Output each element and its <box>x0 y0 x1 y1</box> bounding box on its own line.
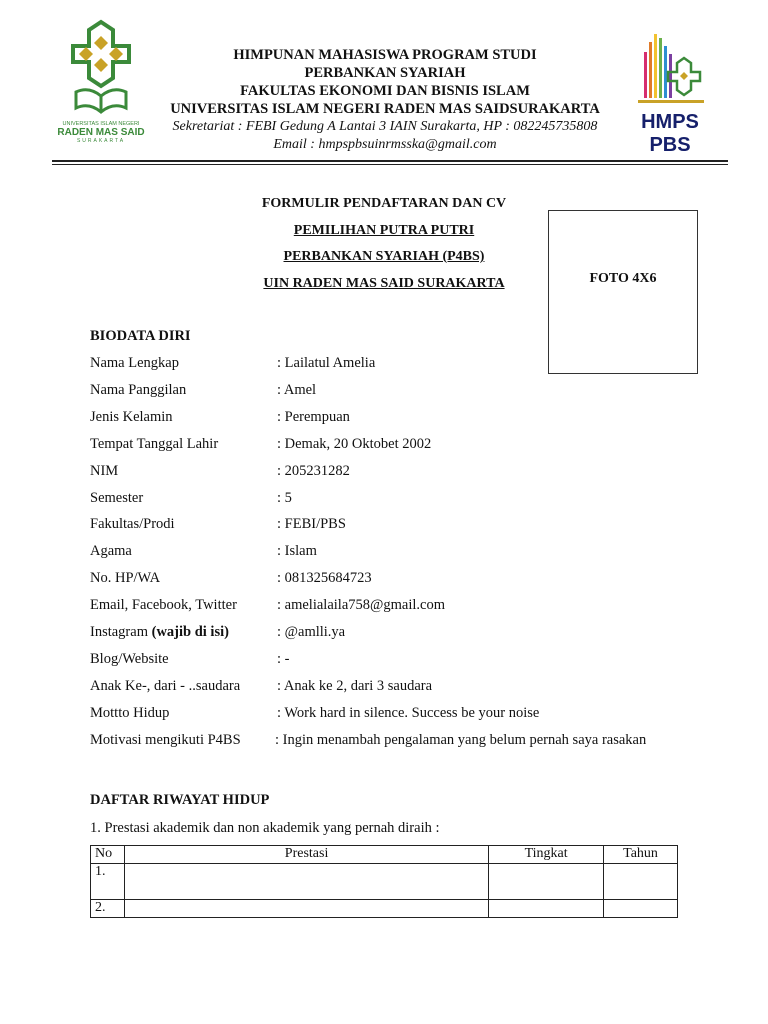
biodata-value[interactable]: : Work hard in silence. Success be your noise <box>277 704 540 721</box>
riwayat-item-1: 1. Prestasi akademik dan non akademik yang pernah diraih : <box>90 820 440 836</box>
prestasi-table <box>90 845 678 918</box>
biodata-label <box>90 570 160 587</box>
form-title <box>200 196 568 302</box>
biodata-value[interactable]: : @amlli.ya <box>277 624 346 640</box>
table-cell[interactable] <box>124 864 488 900</box>
biodata-value[interactable]: : Islam <box>277 543 317 560</box>
table-cell[interactable] <box>124 900 488 918</box>
biodata-label <box>90 355 179 372</box>
biodata-value[interactable]: : 205231282 <box>277 462 350 479</box>
table-cell: 2. <box>91 900 125 918</box>
biodata-label-text: No. HP/WA <box>90 570 161 587</box>
biodata-label <box>90 436 218 453</box>
header-line-4: UNIVERSITAS ISLAM NEGERI RADEN MAS SAIDSURAKARTA <box>170 101 600 117</box>
table-cell[interactable] <box>604 900 678 918</box>
biodata-label-text: Jenis Kelamin <box>90 408 173 425</box>
header-line-1: HIMPUNAN MAHASISWA PROGRAM STUDI <box>233 47 537 63</box>
biodata-label-emphasis: (wajib di isi) <box>151 624 229 640</box>
biodata-label <box>90 624 229 641</box>
biodata-value[interactable]: : Anak ke 2, dari 3 saudara <box>277 677 433 694</box>
biodata-value[interactable]: : Ingin menambah pengalaman yang belum pernah saya rasakan <box>275 731 647 748</box>
uin-logo-text1: UNIVERSITAS ISLAM NEGERI <box>62 121 140 127</box>
table-cell[interactable] <box>489 900 604 918</box>
title-line-2: PEMILIHAN PUTRA PUTRI <box>293 222 475 238</box>
biodata-label <box>90 543 132 560</box>
biodata-value[interactable]: : Demak, 20 Oktobet 2002 <box>277 435 432 452</box>
biodata-value[interactable]: : 081325684723 <box>277 570 372 587</box>
biodata-label-text: Instagram <box>90 624 152 640</box>
table-header-row <box>91 846 678 864</box>
biodata-label-text: Semester <box>90 489 144 506</box>
uin-emblem-icon <box>56 16 146 116</box>
photo-label: FOTO 4X6 <box>589 271 657 286</box>
biodata-label-text: Agama <box>90 543 132 560</box>
biodata-label <box>90 678 240 695</box>
header-email: Email : hmpspbsuinrmsska@gmail.com <box>273 137 497 152</box>
col-header-tingkat: Tingkat <box>489 846 604 864</box>
biodata-title: BIODATA DIRI <box>90 328 191 344</box>
biodata-label-text: Tempat Tanggal Lahir <box>90 435 219 452</box>
biodata-label-text: Motivasi mengikuti P4BS <box>90 731 241 748</box>
biodata-value[interactable]: : amelialaila758@gmail.com <box>277 597 445 614</box>
hmps-pbs-logo <box>622 28 718 156</box>
title-line-1: FORMULIR PENDAFTARAN DAN CV <box>261 196 507 211</box>
biodata-label <box>90 597 237 614</box>
biodata-section <box>90 328 690 758</box>
biodata-label-text: Mottto Hidup <box>90 704 170 721</box>
biodata-label-text: Anak Ke-, dari - ..saudara <box>90 677 241 694</box>
col-header-tahun: Tahun <box>604 846 678 864</box>
biodata-value[interactable]: : - <box>277 650 290 667</box>
biodata-label <box>90 382 186 399</box>
header-divider-thick <box>52 160 728 162</box>
table-cell: 1. <box>91 864 125 900</box>
hmps-logo-text: HMPS PBS <box>641 111 699 156</box>
uin-logo <box>56 16 146 142</box>
biodata-value[interactable]: : Amel <box>277 381 317 398</box>
biodata-label <box>90 409 173 426</box>
table-row <box>91 900 678 918</box>
biodata-value[interactable]: : FEBI/PBS <box>277 516 346 533</box>
header-line-2: PERBANKAN SYARIAH <box>304 65 466 81</box>
biodata-label-text: Blog/Website <box>90 650 169 667</box>
biodata-label <box>90 732 241 749</box>
institution-header <box>150 46 620 154</box>
biodata-label <box>90 651 169 668</box>
biodata-label <box>90 463 118 480</box>
title-line-4: UIN RADEN MAS SAID SURAKARTA <box>263 275 505 291</box>
biodata-label-text: Email, Facebook, Twitter <box>90 597 237 614</box>
biodata-label-text: Nama Lengkap <box>90 355 179 371</box>
biodata-label <box>90 516 175 533</box>
biodata-value[interactable]: : 5 <box>277 489 292 506</box>
col-header-prestasi: Prestasi <box>124 846 488 864</box>
header-address: Sekretariat : FEBI Gedung A Lantai 3 IAIN Surakarta, HP : 082245735808 <box>172 119 598 134</box>
table-row <box>91 864 678 900</box>
biodata-label-text: NIM <box>90 462 119 479</box>
riwayat-title: DAFTAR RIWAYAT HIDUP <box>90 792 270 808</box>
header-line-3: FAKULTAS EKONOMI DAN BISNIS ISLAM <box>240 83 530 99</box>
uin-logo-text3: SURAKARTA <box>76 138 126 144</box>
header-divider-thin <box>52 164 728 165</box>
biodata-value[interactable]: : Lailatul Amelia <box>277 355 376 371</box>
title-line-3: PERBANKAN SYARIAH (P4BS) <box>283 249 485 264</box>
biodata-label-text: Nama Panggilan <box>90 381 187 398</box>
table-cell[interactable] <box>604 864 678 900</box>
biodata-value[interactable]: : Perempuan <box>277 408 350 425</box>
col-header-no: No <box>91 846 125 864</box>
biodata-label <box>90 490 143 507</box>
biodata-label <box>90 705 169 722</box>
hmps-emblem-icon <box>622 28 718 108</box>
uin-logo-text2: RADEN MAS SAID <box>57 127 145 138</box>
table-cell[interactable] <box>489 864 604 900</box>
biodata-label-text: Fakultas/Prodi <box>90 516 175 533</box>
